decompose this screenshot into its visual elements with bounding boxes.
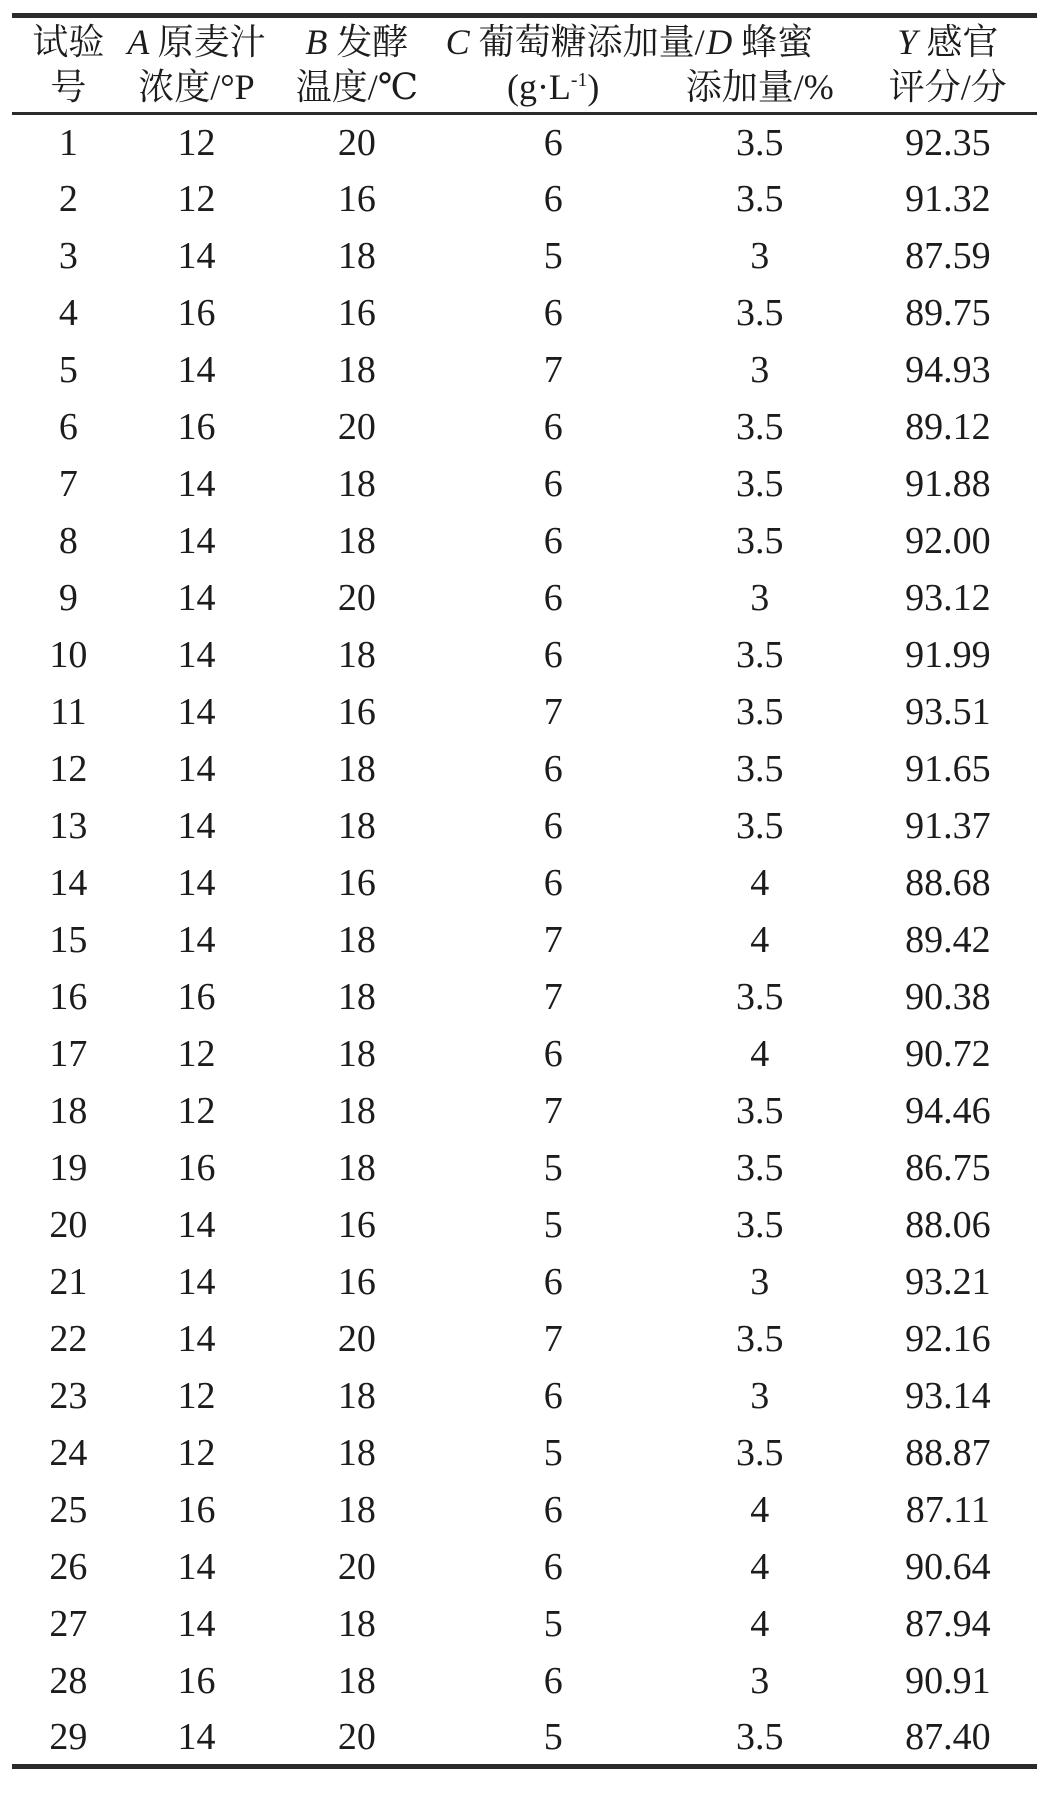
table-cell: 14 bbox=[177, 1318, 216, 1360]
table-cell: 5 bbox=[543, 235, 563, 277]
table-cell: 6 bbox=[543, 1489, 563, 1531]
table-cell: 5 bbox=[58, 349, 78, 391]
table-cell: 4 bbox=[750, 1546, 770, 1588]
table-cell: 86.75 bbox=[905, 1147, 991, 1189]
table-cell: 6 bbox=[543, 862, 563, 904]
table-cell: 7 bbox=[543, 691, 563, 733]
table-cell: 93.21 bbox=[905, 1261, 991, 1303]
table-row bbox=[12, 969, 1037, 1026]
table-cell: 16 bbox=[337, 691, 376, 733]
table-cell: 6 bbox=[543, 1261, 563, 1303]
header-line-bottom: 添加量/% bbox=[685, 67, 834, 107]
table-cell: 6 bbox=[543, 121, 563, 164]
table-cell: 12 bbox=[177, 1033, 216, 1075]
table-cell: 26 bbox=[49, 1546, 88, 1588]
table-row bbox=[12, 1311, 1037, 1368]
table-cell: 16 bbox=[49, 976, 88, 1018]
header-line-bottom: 温度/℃ bbox=[295, 67, 419, 107]
table-cell: 14 bbox=[177, 349, 216, 391]
col-header-wort-concentration bbox=[125, 16, 269, 114]
table-row bbox=[12, 1083, 1037, 1140]
table-cell: 7 bbox=[543, 919, 563, 961]
table-cell: 16 bbox=[337, 1204, 376, 1246]
table-cell: 93.12 bbox=[905, 577, 991, 619]
table-cell: 3.5 bbox=[735, 463, 784, 505]
table-cell: 6 bbox=[543, 178, 563, 220]
table-cell: 20 bbox=[337, 121, 376, 164]
table-cell: 6 bbox=[543, 1375, 563, 1417]
table-cell: 29 bbox=[49, 1715, 88, 1758]
table-cell: 19 bbox=[49, 1147, 88, 1189]
table-cell: 14 bbox=[177, 520, 216, 562]
table-cell: 3 bbox=[750, 1261, 770, 1303]
table-cell: 18 bbox=[337, 520, 376, 562]
table-row bbox=[12, 1197, 1037, 1254]
table-cell: 14 bbox=[177, 1261, 216, 1303]
table-cell: 7 bbox=[543, 976, 563, 1018]
table-cell: 94.93 bbox=[905, 349, 991, 391]
table-row bbox=[12, 228, 1037, 285]
table-cell: 16 bbox=[177, 1489, 216, 1531]
table-cell: 3.5 bbox=[735, 1147, 784, 1189]
table-cell: 3 bbox=[750, 349, 770, 391]
table-cell: 14 bbox=[177, 748, 216, 790]
table-cell: 14 bbox=[177, 577, 216, 619]
header-line-top bbox=[445, 20, 705, 65]
header-line-top bbox=[859, 20, 1037, 65]
col-header-glucose-addition bbox=[445, 16, 705, 114]
table-cell: 91.32 bbox=[905, 178, 991, 220]
table-cell: 16 bbox=[337, 862, 376, 904]
table-cell: 18 bbox=[337, 1489, 376, 1531]
table-cell: 93.51 bbox=[905, 691, 991, 733]
table-cell: 14 bbox=[177, 1715, 216, 1758]
table-cell: 14 bbox=[177, 463, 216, 505]
table-cell: 17 bbox=[49, 1033, 88, 1075]
table-cell: 90.64 bbox=[905, 1546, 991, 1588]
table-row bbox=[12, 456, 1037, 513]
table-cell: 12 bbox=[177, 1432, 216, 1474]
table-cell: 16 bbox=[337, 292, 376, 334]
table-cell: 89.75 bbox=[905, 292, 991, 334]
variable-letter: A bbox=[127, 22, 158, 62]
table-cell: 4 bbox=[750, 862, 770, 904]
variable-letter: Y bbox=[897, 22, 927, 62]
table-cell: 18 bbox=[337, 349, 376, 391]
table-cell: 6 bbox=[543, 463, 563, 505]
table-cell: 94.46 bbox=[905, 1090, 991, 1132]
table-cell: 3.5 bbox=[735, 292, 784, 334]
table-cell: 16 bbox=[337, 178, 376, 220]
table-cell: 14 bbox=[49, 862, 88, 904]
table-cell: 20 bbox=[337, 406, 376, 448]
experiment-design-table bbox=[12, 13, 1037, 1769]
table-cell: 18 bbox=[337, 1432, 376, 1474]
table-cell: 91.65 bbox=[905, 748, 991, 790]
table-cell: 6 bbox=[543, 805, 563, 847]
table-row bbox=[12, 513, 1037, 570]
table-cell: 3.5 bbox=[735, 748, 784, 790]
table-cell: 3.5 bbox=[735, 634, 784, 676]
table-cell: 3 bbox=[750, 1375, 770, 1417]
header-line-bottom: 号 bbox=[50, 67, 87, 107]
table-cell: 5 bbox=[543, 1603, 563, 1645]
table-row bbox=[12, 171, 1037, 228]
table-cell: 6 bbox=[58, 406, 78, 448]
header-line-top bbox=[12, 20, 125, 65]
table-cell: 14 bbox=[177, 634, 216, 676]
table-cell: 3.5 bbox=[735, 406, 784, 448]
table-cell: 16 bbox=[177, 1147, 216, 1189]
table-cell: 16 bbox=[177, 292, 216, 334]
header-text: 试验 bbox=[32, 22, 105, 62]
table-row bbox=[12, 1140, 1037, 1197]
table-cell: 18 bbox=[337, 748, 376, 790]
col-header-sensory-score bbox=[859, 16, 1037, 114]
header-text: 蜂蜜 bbox=[741, 22, 814, 62]
table-cell: 20 bbox=[337, 1546, 376, 1588]
table-cell: 90.72 bbox=[905, 1033, 991, 1075]
table-cell: 92.35 bbox=[905, 121, 991, 164]
table-cell: 6 bbox=[543, 577, 563, 619]
table-cell: 88.06 bbox=[905, 1204, 991, 1246]
table-row bbox=[12, 1026, 1037, 1083]
table-cell: 3.5 bbox=[735, 1432, 784, 1474]
table-cell: 6 bbox=[543, 634, 563, 676]
table-cell: 12 bbox=[177, 1090, 216, 1132]
table-cell: 1 bbox=[58, 121, 78, 164]
table-cell: 13 bbox=[49, 805, 88, 847]
table-cell: 6 bbox=[543, 292, 563, 334]
table-cell: 18 bbox=[337, 634, 376, 676]
table-cell: 20 bbox=[337, 1715, 376, 1758]
table-cell: 16 bbox=[177, 1660, 216, 1702]
table-row bbox=[12, 1368, 1037, 1425]
table-cell: 4 bbox=[750, 1033, 770, 1075]
table-body bbox=[12, 114, 1037, 1767]
table-cell: 88.87 bbox=[905, 1432, 991, 1474]
table-cell: 3 bbox=[750, 1660, 770, 1702]
table-cell: 14 bbox=[177, 862, 216, 904]
table-cell: 21 bbox=[49, 1261, 88, 1303]
table-cell: 3.5 bbox=[735, 520, 784, 562]
table-cell: 22 bbox=[49, 1318, 88, 1360]
table-cell: 28 bbox=[49, 1660, 88, 1702]
unit-superscript: -1 bbox=[570, 69, 588, 91]
header-line-bottom: 浓度/°P bbox=[138, 67, 255, 107]
table-cell: 4 bbox=[750, 1489, 770, 1531]
table-cell: 18 bbox=[337, 919, 376, 961]
unit-text: ) bbox=[587, 67, 600, 107]
table-cell: 7 bbox=[543, 349, 563, 391]
table-cell: 6 bbox=[543, 748, 563, 790]
table-cell: 6 bbox=[543, 1660, 563, 1702]
table-cell: 3 bbox=[750, 235, 770, 277]
table-row bbox=[12, 741, 1037, 798]
table-row bbox=[12, 627, 1037, 684]
table-cell: 3.5 bbox=[735, 1318, 784, 1360]
table-row bbox=[12, 1653, 1037, 1710]
table-cell: 3.5 bbox=[735, 976, 784, 1018]
table-cell: 25 bbox=[49, 1489, 88, 1531]
header-row bbox=[12, 16, 1037, 114]
header-line-top bbox=[268, 20, 445, 65]
table-cell: 14 bbox=[177, 919, 216, 961]
table-cell: 92.00 bbox=[905, 520, 991, 562]
table-cell: 14 bbox=[177, 1546, 216, 1588]
table-cell: 6 bbox=[543, 520, 563, 562]
table-cell: 16 bbox=[177, 976, 216, 1018]
table-cell: 92.16 bbox=[905, 1318, 991, 1360]
table-cell: 3.5 bbox=[735, 121, 784, 164]
table-cell: 14 bbox=[177, 1204, 216, 1246]
table-cell: 3 bbox=[750, 577, 770, 619]
table-cell: 3.5 bbox=[735, 805, 784, 847]
table-row bbox=[12, 1254, 1037, 1311]
header-text: 感官 bbox=[926, 22, 999, 62]
table-cell: 7 bbox=[543, 1318, 563, 1360]
table-cell: 5 bbox=[543, 1432, 563, 1474]
table-cell: 18 bbox=[337, 1603, 376, 1645]
table-cell: 93.14 bbox=[905, 1375, 991, 1417]
table-cell: 7 bbox=[543, 1090, 563, 1132]
table-row bbox=[12, 285, 1037, 342]
table-row bbox=[12, 1425, 1037, 1482]
header-text: 葡萄糖添加量/ bbox=[478, 22, 705, 62]
table-cell: 12 bbox=[177, 1375, 216, 1417]
table-cell: 6 bbox=[543, 1546, 563, 1588]
table-cell: 3.5 bbox=[735, 178, 784, 220]
table-cell: 16 bbox=[337, 1261, 376, 1303]
header-line-bottom bbox=[446, 65, 661, 110]
table-cell: 18 bbox=[337, 1147, 376, 1189]
table-cell: 24 bbox=[49, 1432, 88, 1474]
table-cell: 87.40 bbox=[905, 1715, 991, 1758]
table-cell: 14 bbox=[177, 805, 216, 847]
table-cell: 91.99 bbox=[905, 634, 991, 676]
col-header-fermentation-temperature bbox=[268, 16, 445, 114]
header-line-bottom: 评分/分 bbox=[888, 67, 1007, 107]
variable-letter: B bbox=[305, 22, 337, 62]
table-cell: 14 bbox=[177, 1603, 216, 1645]
table-cell: 18 bbox=[337, 1660, 376, 1702]
table-cell: 87.11 bbox=[905, 1489, 990, 1531]
table-row bbox=[12, 114, 1037, 171]
table-cell: 12 bbox=[177, 178, 216, 220]
table-row bbox=[12, 342, 1037, 399]
table-cell: 18 bbox=[49, 1090, 88, 1132]
table-cell: 88.68 bbox=[905, 862, 991, 904]
table-row bbox=[12, 912, 1037, 969]
table-cell: 4 bbox=[58, 292, 78, 334]
table-row bbox=[12, 399, 1037, 456]
table-cell: 20 bbox=[49, 1204, 88, 1246]
table-cell: 91.37 bbox=[905, 805, 991, 847]
table-cell: 23 bbox=[49, 1375, 88, 1417]
table-cell: 18 bbox=[337, 235, 376, 277]
table-row bbox=[12, 1710, 1037, 1767]
table-cell: 12 bbox=[177, 121, 216, 164]
variable-letter: D bbox=[706, 22, 742, 62]
table-cell: 7 bbox=[58, 463, 78, 505]
table-cell: 9 bbox=[58, 577, 78, 619]
table-cell: 16 bbox=[177, 406, 216, 448]
table-cell: 18 bbox=[337, 1033, 376, 1075]
table-cell: 3.5 bbox=[735, 1204, 784, 1246]
table-row bbox=[12, 1482, 1037, 1539]
table-cell: 18 bbox=[337, 1375, 376, 1417]
table-cell: 5 bbox=[543, 1204, 563, 1246]
table-cell: 89.12 bbox=[905, 406, 991, 448]
table-cell: 12 bbox=[49, 748, 88, 790]
header-text: 原麦汁 bbox=[157, 22, 266, 62]
table-cell: 20 bbox=[337, 1318, 376, 1360]
table-cell: 4 bbox=[750, 1603, 770, 1645]
table-cell: 90.38 bbox=[905, 976, 991, 1018]
table-cell: 3 bbox=[58, 235, 78, 277]
table-cell: 87.59 bbox=[905, 235, 991, 277]
table-cell: 89.42 bbox=[905, 919, 991, 961]
table-cell: 90.91 bbox=[905, 1660, 991, 1702]
table-row bbox=[12, 855, 1037, 912]
table-cell: 6 bbox=[543, 1033, 563, 1075]
header-text: 发酵 bbox=[336, 22, 409, 62]
table-cell: 4 bbox=[750, 919, 770, 961]
table-row bbox=[12, 570, 1037, 627]
table-cell: 20 bbox=[337, 577, 376, 619]
table-cell: 11 bbox=[50, 691, 87, 733]
table-row bbox=[12, 1596, 1037, 1653]
table-cell: 10 bbox=[49, 634, 88, 676]
table-cell: 5 bbox=[543, 1715, 563, 1758]
table-cell: 91.88 bbox=[905, 463, 991, 505]
table-cell: 18 bbox=[337, 1090, 376, 1132]
unit-text: (g·L bbox=[506, 67, 571, 107]
table-cell: 8 bbox=[58, 520, 78, 562]
table-row bbox=[12, 798, 1037, 855]
col-header-trial-no bbox=[12, 16, 125, 114]
table-cell: 5 bbox=[543, 1147, 563, 1189]
table-cell: 2 bbox=[58, 178, 78, 220]
header-line-top bbox=[125, 20, 269, 65]
table-cell: 27 bbox=[49, 1603, 88, 1645]
variable-letter: C bbox=[445, 22, 479, 62]
table-cell: 87.94 bbox=[905, 1603, 991, 1645]
table-cell: 18 bbox=[337, 463, 376, 505]
table-cell: 18 bbox=[337, 976, 376, 1018]
table-cell: 18 bbox=[337, 805, 376, 847]
table-cell: 3.5 bbox=[735, 1715, 784, 1758]
table-cell: 6 bbox=[543, 406, 563, 448]
table-row bbox=[12, 684, 1037, 741]
table-cell: 14 bbox=[177, 235, 216, 277]
table-row bbox=[12, 1539, 1037, 1596]
table-cell: 14 bbox=[177, 691, 216, 733]
table-cell: 3.5 bbox=[735, 691, 784, 733]
table-cell: 3.5 bbox=[735, 1090, 784, 1132]
table-cell: 15 bbox=[49, 919, 88, 961]
table-header bbox=[12, 16, 1037, 114]
